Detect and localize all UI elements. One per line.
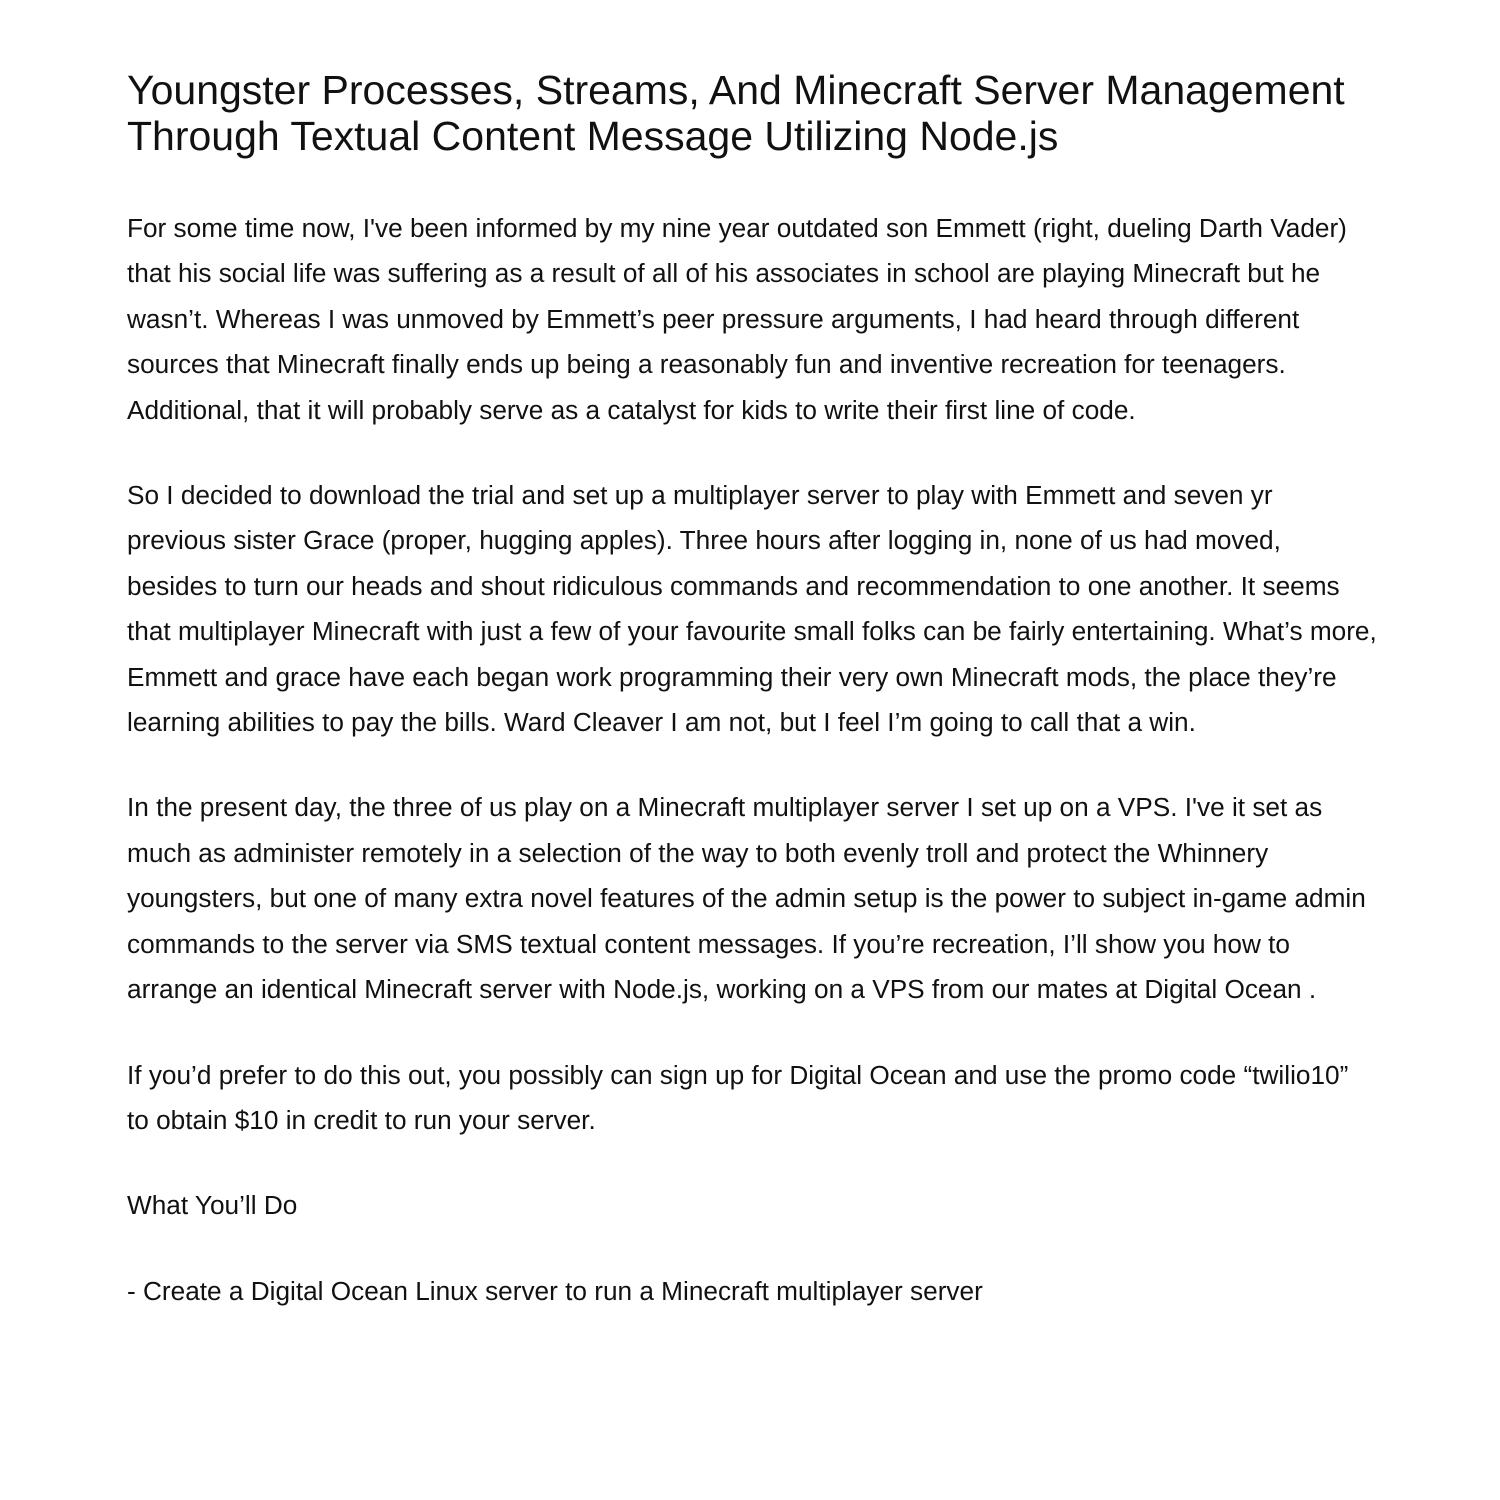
document-title: Youngster Processes, Streams, And Minecraft Server Management Through Textual Content Message Utilizing Node.js [127, 67, 1345, 159]
paragraph-vps: In the present day, the three of us play on a Minecraft multiplayer server I set up on a VPS. I've it set as much as administer remotely in a selection of the way to both evenly troll and protect the Whinnery youngsters, but one of many extra novel features of the admin setup is the power to subject in-game admin commands to the server via SMS textual content messages. If you’re recreation, I’ll show you how to arrange an identical Minecraft server with Node.js, working on a VPS from our mates at Digital Ocean . [127, 792, 1366, 1005]
paragraph-intro: For some time now, I've been informed by my nine year outdated son Emmett (right, dueling Darth Vader) that his social life was suffering as a result of all of his associates in school are playing Minecraft but he wasn’t. Whereas I was unmoved by Emmett’s peer pressure arguments, I had heard through different sources that Minecraft finally ends up being a reasonably fun and inventive recreation for teenagers. Additional, that it will probably serve as a catalyst for kids to write their first line of code. [127, 213, 1347, 425]
list-item: - Create a Digital Ocean Linux server to run a Minecraft multiplayer server [127, 1275, 983, 1306]
paragraph-promo: If you’d prefer to do this out, you possibly can sign up for Digital Ocean and use the promo code “twilio10” to obtain $10 in credit to run your server. [127, 1059, 1349, 1135]
section-heading: What You’ll Do [127, 1190, 298, 1221]
document-page [127, 68, 1377, 1314]
paragraph-multiplayer: So I decided to download the trial and set up a multiplayer server to play with Emmett and seven yr previous sister Grace (proper, hugging apples). Three hours after logging in, none of us had moved, besides to turn our heads and shout ridiculous commands and recommendation to one another. It seems that multiplayer Minecraft with just a few of your favourite small folks can be fairly entertaining. What’s more, Emmett and grace have each began work programming their very own Minecraft mods, the place they’re learning abilities to pay the bills. Ward Cleaver I am not, but I feel I’m going to call that a win. [127, 480, 1377, 738]
